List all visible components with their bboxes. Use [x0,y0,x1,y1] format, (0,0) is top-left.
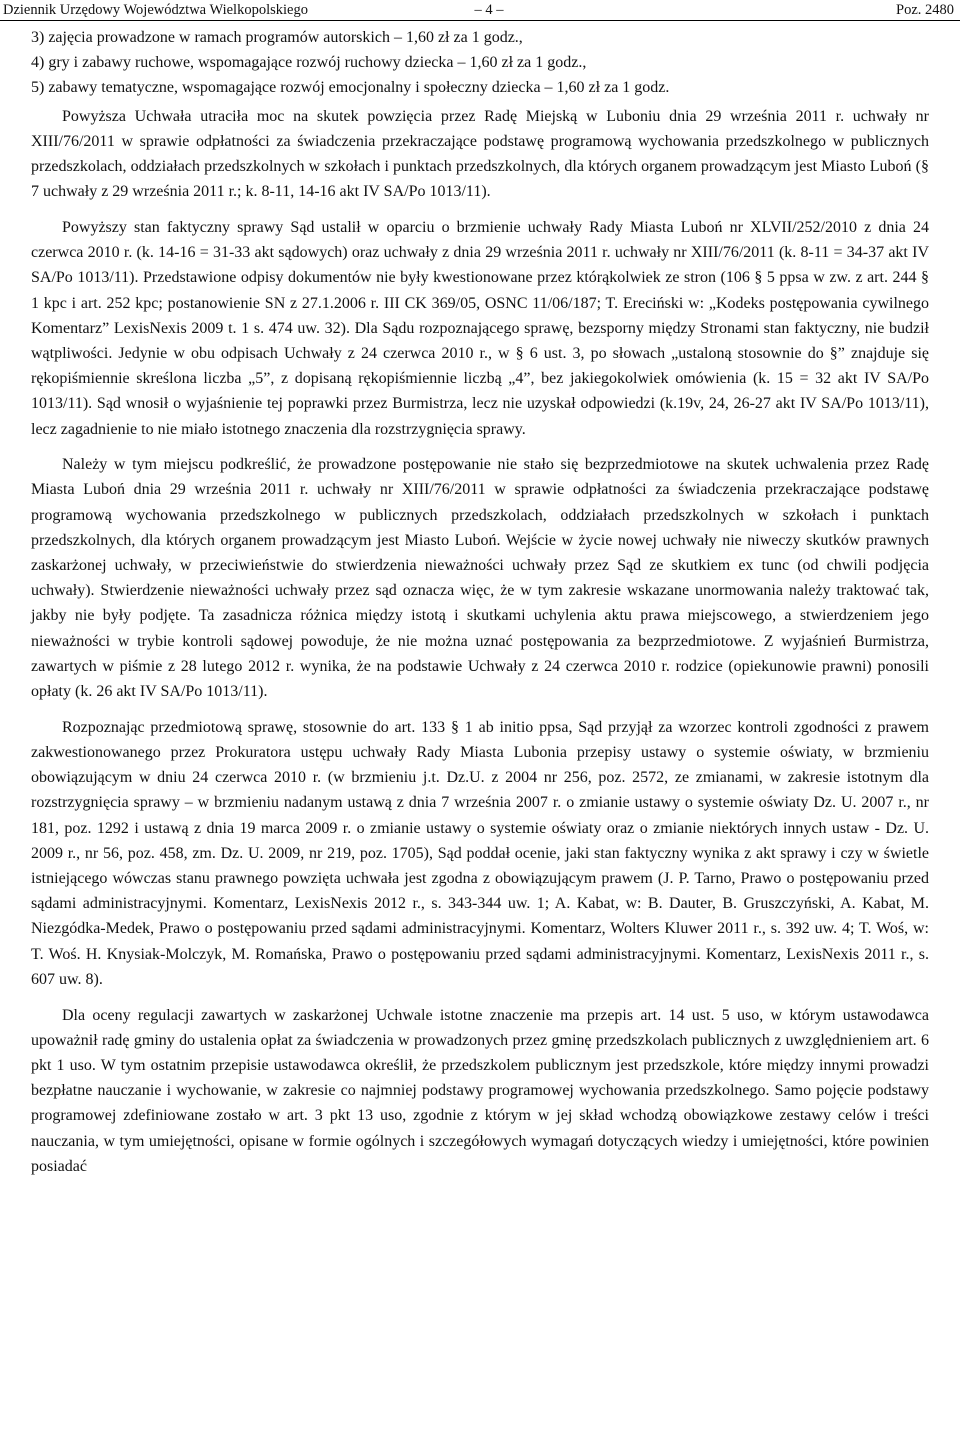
document-body [31,25,929,1179]
paragraph: Rozpoznając przedmiotową sprawę, stosownie do art. 133 § 1 ab initio ppsa, Sąd przyjął za wzorzec kontroli zgodności z prawem zakwestionowanego przez Prokuratora ustępu uchwały Rady Miasta Lubonia przepisy ustawy o systemie oświaty, w brzmieniu obowiązującym w dniu 24 czerwca 2010 r. (w brzmieniu j.t. Dz.U. z 2004 nr 256, poz. 2572, ze zmianami, w zakresie istotnym dla rozstrzygnięcia sprawy – w brzmieniu nadanym ustawą z dnia 7 września 2007 r. o zmianie ustawy o systemie oświaty Dz. U. 2007 r., nr 181, poz. 1292 i ustawą z dnia 19 marca 2009 r. o zmianie ustawy o systemie oświaty oraz o zmianie niektórych innych ustaw - Dz. U. 2009 r., nr 56, poz. 458, zm. Dz. U. 2009, nr 219, poz. 1705), Sąd poddał ocenie, jaki stan faktyczny wynika z akt sprawy i czy w świetle istniejącego wówczas stanu prawnego powzięta uchwała jest zgodna z obowiązującym prawem (J. P. Tarno, Prawo o postępowaniu przed sądami administracyjnymi. Komentarz, LexisNexis 2012 r., s. 343-344 uw. 1; A. Kabat, w: B. Dauter, B. Gruszczyński, A. Kabat, M. Niezgódka-Medek, Prawo o postępowaniu przed sądami administracyjnymi. Komentarz, Wolters Kluwer 2011 r., s. 392 uw. 4; T. Woś, w: T. Woś. H. Knysiak-Molczyk, M. Romańska, Prawo o postępowaniu przed sądami administracyjnymi. Komentarz, LexisNexis 2011 r., s. 607 uw. 8). [31,718,929,988]
list-item: 4) gry i zabawy ruchowe, wspomagające rozwój ruchowy dziecka – 1,60 zł za 1 godz., [31,54,587,72]
list-item: 5) zabawy tematyczne, wspomagające rozwój emocjonalny i społeczny dziecka – 1,60 zł za 1 godz. [31,79,670,97]
paragraph: Dla oceny regulacji zawartych w zaskarżonej Uchwale istotne znaczenie ma przepis art. 14 ust. 5 uso, w którym ustawodawca upoważnił radę gminy do ustalenia opłat za świadczenia w prowadzonych przez gminę przedszkolach publicznych z uwzględnieniem art. 6 pkt 1 uso. W tym ostatnim przepisie ustawodawca określił, że przedszkolem publicznym jest przedszkole, które między innymi prowadzi bezpłatne nauczanie i wychowanie, w zakresie co najmniej podstawy programowej wychowania przedszkolnego. Samo pojęcie podstawy programowej zdefiniowane zostało w art. 3 pkt 13 uso, zgodnie z którym w jej skład wchodzą obowiązkowe zestawy celów i treści nauczania, w tym umiejętności, opisane w formie ogólnych i szczegółowych wymagań dotyczących wiedzy i umiejętności, które powinien posiadać [31,1006,929,1175]
page-number: – 4 – [474,2,504,18]
paragraph: Powyższy stan faktyczny sprawy Sąd ustalił w oparciu o brzmienie uchwały Rady Miasta Luboń nr XLVII/252/2010 z dnia 24 czerwca 2010 r. (k. 14-16 = 31-33 akt sądowych) oraz uchwały z dnia 29 września 2011 r. uchwały nr XIII/76/2011 (k. 8-11 = 34-37 akt IV SA/Po 1013/11). Przedstawione odpisy dokumentów nie były kwestionowane przez którąkolwiek ze stron (106 § 5 ppsa w zw. z art. 244 § 1 kpc i art. 252 kpc; postanowienie SN z 27.1.2006 r. III CK 369/05, OSNC 11/06/187; T. Ereciński w: „Kodeks postępowania cywilnego Komentarz” LexisNexis 2009 t. 1 s. 474 uw. 32). Dla Sądu rozpoznającego sprawę, bezsporny między Stronami stan faktyczny, nie budził wątpliwości. Jedynie w obu odpisach Uchwały z 24 czerwca 2010 r., w § 6 ust. 3, po słowach „ustaloną stosownie do §” znajduje się rękopiśmiennie skreślona liczba „5”, z dopisaną rękopiśmiennie liczbą „4”, bez jakiegokolwiek omówienia (k. 15 = 32 akt IV SA/Po 1013/11). Sąd wnosił o wyjaśnienie tej poprawki przez Burmistrza, lecz nie uzyskał odpowiedzi (k.19v, 24, 26-27 akt IV SA/Po 1013/11), lecz zagadnienie to nie miało istotnego znaczenia dla rozstrzygnięcia sprawy. [31,218,929,438]
paragraph: Należy w tym miejscu podkreślić, że prowadzone postępowanie nie stało się bezprzedmiotowe na skutek uchwalenia przez Radę Miasta Luboń dnia 29 września 2011 r. uchwały nr XIII/76/2011 w sprawie odpłatności za świadczenia przekraczające podstawę programową wychowania przedszkolnego w publicznych przedszkolach, oddziałach przedszkolnych w szkołach i punktach przedszkolnych, dla których organem prowadzącym jest Miasto Luboń. Wejście w życie nowej uchwały nie niweczy skutków prawnych zaskarżonej uchwały, w przeciwieństwie do stwierdzenia nieważności uchwały przez Sąd ze skutkiem ex tunc (od chwili podjęcia uchwały). Stwierdzenie nieważności uchwały przez sąd oznacza więc, że w tym zakresie wskazane unormowania należy traktować tak, jakby nie były podjęte. Ta zasadnicza różnica między istotą i skutkami uchylenia aktu prawa miejscowego, a stwierdzeniem jego nieważności w trybie kontroli sądowej powoduje, że nie można uznać postępowania za bezprzedmiotowe. Z wyjaśnień Burmistrza, zawartych w piśmie z 28 lutego 2012 r. wynika, że na podstawie Uchwały z 24 czerwca 2010 r. rodzice (opiekunowie prawni) ponosili opłaty (k. 26 akt IV SA/Po 1013/11). [31,456,929,701]
list-item: 3) zajęcia prowadzone w ramach programów autorskich – 1,60 zł za 1 godz., [31,29,523,46]
paragraph: Powyższa Uchwała utraciła moc na skutek powzięcia przez Radę Miejską w Luboniu dnia 29 września 2011 r. uchwały nr XIII/76/2011 w sprawie odpłatności za świadczenia przekraczające podstawę programową wychowania przedszkolnego w publicznych przedszkolach, oddziałach przedszkolnych w szkołach i punktach przedszkolnych, dla których organem prowadzącym jest Miasto Luboń (§ 7 uchwały z 29 września 2011 r.; k. 8-11, 14-16 akt IV SA/Po 1013/11). [31,107,929,201]
position-number: Poz. 2480 [896,2,954,18]
journal-title: Dziennik Urzędowy Województwa Wielkopolskiego [3,2,308,18]
fee-list [31,25,929,101]
page-header [0,0,960,21]
